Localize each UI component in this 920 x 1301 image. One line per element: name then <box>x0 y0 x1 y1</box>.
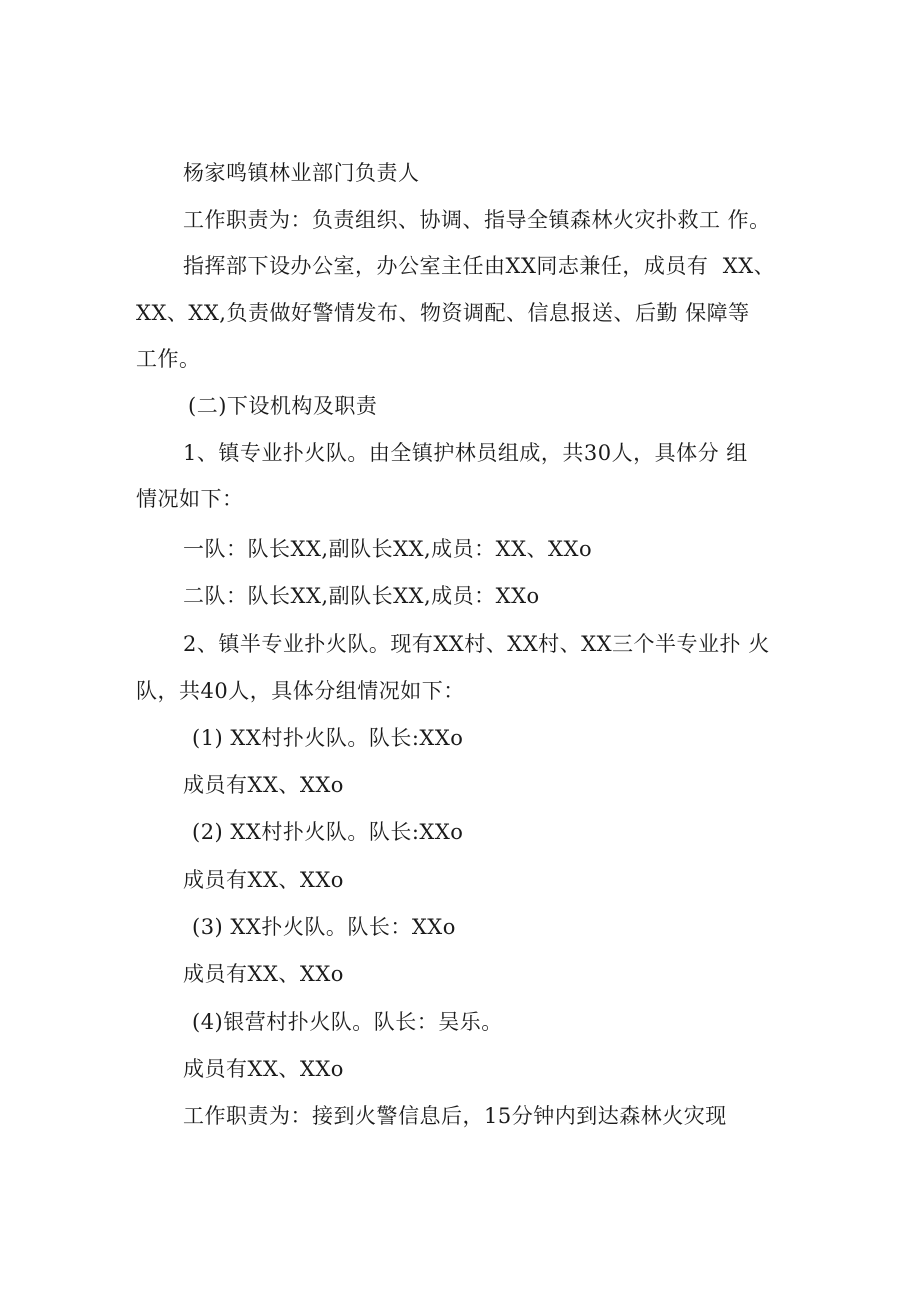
text-line-4: XX、XX,负责做好警情发布、物资调配、信息报送、后勤 保障等 <box>136 301 750 325</box>
text-line-14: 成员有XX、XXo <box>183 773 344 797</box>
text-line-7: 1、镇专业扑火队。由全镇护林员组成，共30人，具体分 组 <box>183 441 748 465</box>
text-line-2: 工作职责为：负责组织、协调、指导全镇森林火灾扑救工 作。 <box>183 208 771 232</box>
text-line-17: (3) XX扑火队。队长：XXo <box>192 915 456 939</box>
text-line-8: 情况如下： <box>136 487 244 511</box>
section-heading: (二)下设机构及职责 <box>188 394 378 418</box>
text-line-3: 指挥部下设办公室，办公室主任由XX同志兼任，成员有 XX、 <box>183 254 776 278</box>
text-line-13: (1) XX村扑火队。队长:XXo <box>192 726 464 750</box>
text-line-1: 杨家鸣镇林业部门负责人 <box>183 161 420 185</box>
text-line-12: 队，共40人，具体分组情况如下： <box>136 679 465 703</box>
text-line-9: 一队：队长XX,副队长XX,成员：XX、XXo <box>183 537 593 561</box>
text-line-11: 2、镇半专业扑火队。现有XX村、XX村、XX三个半专业扑 火 <box>183 632 770 656</box>
text-line-21: 工作职责为：接到火警信息后，15分钟内到达森林火灾现 <box>183 1104 727 1128</box>
text-line-18: 成员有XX、XXo <box>183 962 344 986</box>
text-line-5: 工作。 <box>136 347 201 371</box>
text-line-10: 二队：队长XX,副队长XX,成员：XXo <box>183 584 540 608</box>
text-line-16: 成员有XX、XXo <box>183 868 344 892</box>
text-line-20: 成员有XX、XXo <box>183 1057 344 1081</box>
text-line-19: (4)银营村扑火队。队长：吴乐。 <box>192 1010 503 1034</box>
text-line-15: (2) XX村扑火队。队长:XXo <box>192 820 464 844</box>
